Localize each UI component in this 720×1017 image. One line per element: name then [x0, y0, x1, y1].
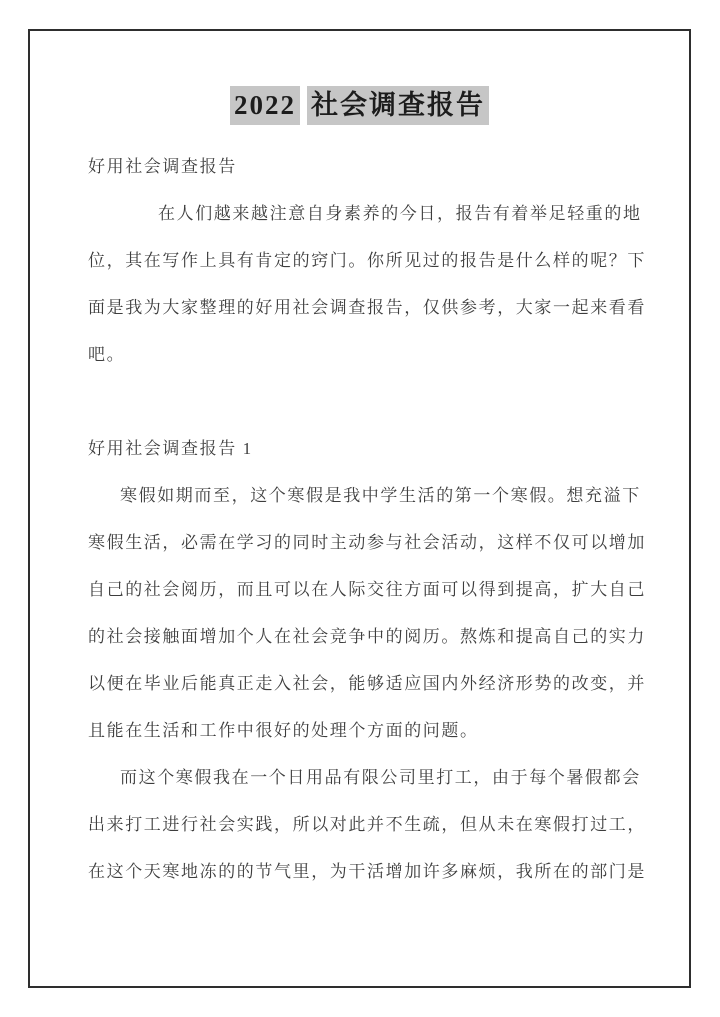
text-line: 出来打工进行社会实践，所以对此并不生疏，但从未在寒假打过工，	[88, 815, 646, 834]
text-line: 吧。	[88, 345, 126, 364]
text-line: 寒假生活，必需在学习的同时主动参与社会活动，这样不仅可以增加	[88, 533, 646, 552]
paragraph-section-label	[88, 425, 633, 472]
text-line: 在这个天寒地冻的的节气里，为干活增加许多麻烦，我所在的部门是	[88, 862, 646, 881]
document-body	[30, 143, 689, 895]
text-line: 以便在毕业后能真正走入社会，能够适应国内外经济形势的改变，并	[88, 674, 646, 693]
text-line: 位，其在写作上具有肯定的窍门。你所见过的报告是什么样的呢？下	[88, 251, 646, 270]
text-line: 自己的社会阅历，而且可以在人际交往方面可以得到提高，扩大自己	[88, 580, 646, 599]
title-year-highlight: 2022	[230, 86, 300, 125]
paragraph-section1-a	[88, 472, 646, 754]
text-line: 好用社会调查报告	[88, 157, 237, 176]
text-line: 的社会接触面增加个人在社会竞争中的阅历。熬炼和提高自己的实力	[88, 627, 646, 646]
text-line: 好用社会调查报告 1	[88, 439, 253, 458]
title-text-highlight: 社会调查报告	[307, 86, 489, 125]
text-line: 而这个寒假我在一个日用品有限公司里打工，由于每个暑假都会	[120, 768, 641, 787]
document-page	[28, 29, 691, 988]
text-line: 寒假如期而至，这个寒假是我中学生活的第一个寒假。想充溢下	[120, 486, 641, 505]
paragraph-intro	[88, 190, 646, 378]
text-line: 面是我为大家整理的好用社会调查报告，仅供参考，大家一起来看看	[88, 298, 646, 317]
document-title	[30, 86, 689, 125]
paragraph-intro-label	[88, 143, 633, 190]
paragraph-section1-b	[88, 754, 646, 895]
text-line: 且能在生活和工作中很好的处理个方面的问题。	[88, 721, 479, 740]
text-line: 在人们越来越注意自身素养的今日，报告有着举足轻重的地	[158, 204, 642, 223]
blank-line	[88, 378, 633, 425]
